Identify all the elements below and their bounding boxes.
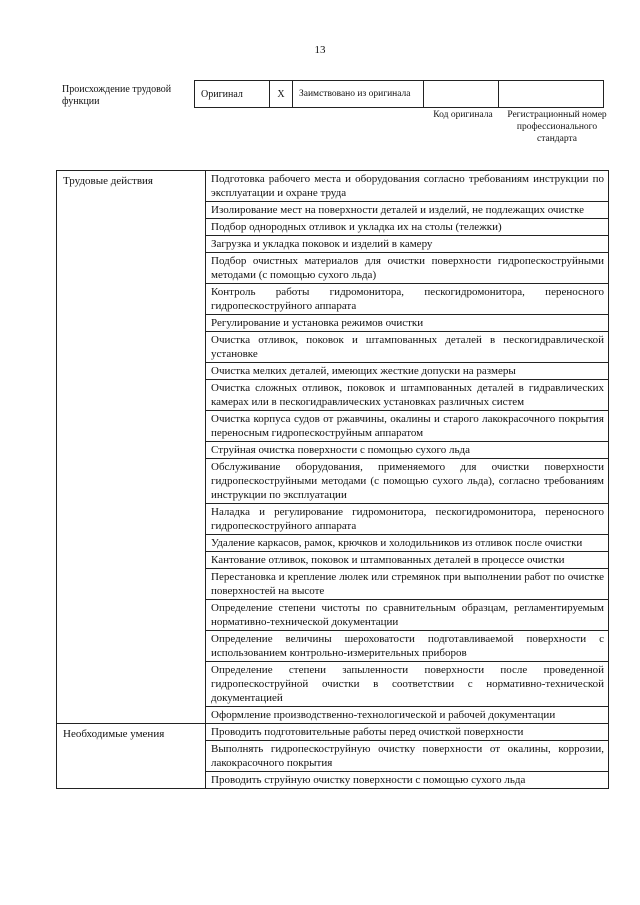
section-item: Определение величины шероховатости подготавливаемой поверхности с использованием контрольно-измерительных приборов — [206, 631, 608, 662]
original-code-cell — [424, 81, 499, 108]
section-item: Перестановка и крепление люлек или стремянок при выполнении работ по очистке поверхностей на высоте — [206, 569, 608, 600]
page-number: 13 — [314, 44, 326, 56]
section-item: Струйная очистка поверхности с помощью сухого льда — [206, 442, 608, 459]
section-title: Трудовые действия — [57, 171, 206, 724]
section-item: Обслуживание оборудования, применяемого для очистки поверхности гидропескоструйными методами (с помощью сухого льда), согласно требованиям инструкции по эксплуатации — [206, 459, 608, 504]
code-caption: Код оригинала — [433, 110, 493, 120]
section-item: Загрузка и укладка поковок и изделий в камеру — [206, 236, 608, 253]
section-item: Выполнять гидропескоструйную очистку поверхности от окалины, коррозии, лакокрасочного покрытия — [206, 741, 608, 772]
reg-number-cell — [499, 81, 604, 108]
functions-table — [56, 170, 609, 789]
section-row — [57, 171, 609, 724]
section-item: Удаление каркасов, рамок, крючков и холодильников из отливок после очистки — [206, 535, 608, 552]
section-title: Необходимые умения — [57, 724, 206, 789]
section-item: Определение степени чистоты по сравнительным образцам, регламентируемым нормативно-технической документации — [206, 600, 608, 631]
section-item: Очистка сложных отливок, поковок и штампованных деталей в гидравлических камерах или в пескогидравлических установках различных систем — [206, 380, 608, 411]
section-item: Оформление производственно-технологической и рабочей документации — [211, 709, 556, 721]
section-item: Контроль работы гидромонитора, пескогидромонитора, переносного гидропескоструйного аппарата — [206, 284, 608, 315]
section-item: Проводить подготовительные работы перед очисткой поверхности — [206, 724, 608, 741]
section-item: Очистка отливок, поковок и штампованных деталей в пескогидравлической установке — [206, 332, 608, 363]
original-mark: X — [270, 81, 293, 108]
section-item: Подбор очистных материалов для очистки поверхности гидропескоструйными методами (с помощью сухого льда) — [206, 253, 608, 284]
section-items — [206, 724, 609, 789]
section-item: Определение степени запыленности поверхности после проведенной гидропескоструйной очистки в соответствии с нормативно-технической документацией — [206, 662, 608, 707]
section-items — [206, 171, 609, 724]
section-item: Подбор однородных отливок и укладка их на столы (тележки) — [206, 219, 608, 236]
section-item: Кантование отливок, поковок и штампованных деталей в процессе очистки — [206, 552, 608, 569]
section-item: Очистка мелких деталей, имеющих жесткие допуски на размеры — [206, 363, 608, 380]
section-item: Регулирование и установка режимов очистки — [206, 315, 608, 332]
section-item: Проводить струйную очистку поверхности с помощью сухого льда — [211, 774, 526, 786]
origin-label: Происхождение трудовой функции — [62, 84, 172, 107]
section-row — [57, 724, 609, 789]
section-item: Подготовка рабочего места и оборудования согласно требованиям инструкции по эксплуатации и охране труда — [206, 171, 608, 202]
section-item: Очистка корпуса судов от ржавчины, окалины и старого лакокрасочного покрытия переносным гидропескоструйным аппаратом — [206, 411, 608, 442]
section-item: Изолирование мест на поверхности деталей и изделий, не подлежащих очистке — [206, 202, 608, 219]
origin-table — [194, 80, 604, 108]
borrowed-label: Заимствовано из оригинала — [293, 81, 424, 108]
section-item: Наладка и регулирование гидромонитора, пескогидромонитора, переносного гидропескоструйного аппарата — [206, 504, 608, 535]
original-label: Оригинал — [195, 81, 270, 108]
reg-number-caption: Регистрационный номер профессионального стандарта — [507, 110, 607, 144]
